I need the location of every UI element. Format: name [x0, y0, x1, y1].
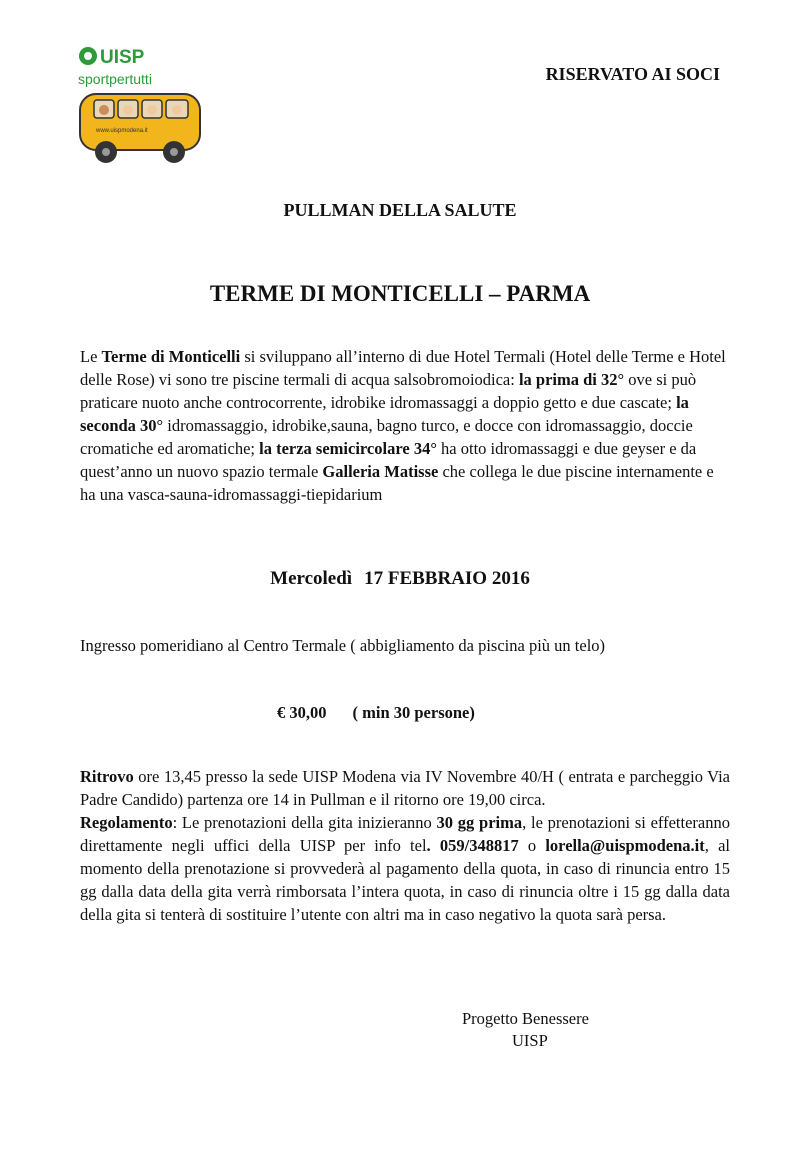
intro-paragraph: Le Terme di Monticelli si sviluppano all’interno di due Hotel Termali (Hotel delle Terme e Hotel delle Rose) vi sono tre piscine termali di acqua salsobromoiodica: la prima di 32° ove si può praticare nuoto anche controcorrente, idrobike idromassaggi a doppio getto e due cascate; la seconda 30° idromassaggio, idrobike,sauna, bagno turco, e docce con idromassaggio, doccie cromatiche ed aromatiche; la terza semicircolare 34° ha otto idromassaggi e due geyser e da quest’anno un nuovo spazio termale Galleria Matisse che collega le due piscine internamente e ha una vasca-sauna-idromassaggi-tiepidarium: [80, 347, 726, 504]
logo-bus-text: www.uispmodena.it: [96, 128, 148, 134]
document-subtitle: PULLMAN DELLA SALUTE: [283, 200, 517, 220]
logo-tagline-text: sportpertutti: [78, 71, 152, 87]
event-weekday: Mercoledì: [270, 568, 353, 589]
reserved-notice: RISERVATO AI SOCI: [545, 64, 720, 84]
price-amount: € 30,00: [277, 703, 327, 722]
event-date: [0, 568, 800, 590]
signature-block: [462, 1008, 612, 1052]
signature-line-2: UISP: [512, 1031, 548, 1050]
logo-brand-text: UISP: [100, 47, 145, 68]
uisp-bus-logo-graphic: [74, 42, 204, 172]
details-paragraph: Ritrovo ore 13,45 presso la sede UISP Modena via IV Novembre 40/H ( entrata e parcheggio Via Padre Candido) partenza ore 14 in Pullman e il ritorno ore 19,00 circa. Regolamento: Le prenotazioni della gita inizieranno 30 gg prima, le prenotazioni si effetteranno direttamente negli uffici della UISP per info tel. 059/348817 o lorella@uispmodena.it, al momento della prenotazione si provvederà al pagamento della quota, in caso di rinuncia entro 15 gg dalla data della gita verrà rimborsata l’intera quota, in caso di rinuncia oltre i 15 gg dalla data della gita si tenterà di sostituire l’utente con altri ma in caso negativo la quota sarà persa.: [80, 767, 730, 924]
uisp-logo: [74, 42, 204, 172]
event-date-value: 17 FEBBRAIO 2016: [364, 568, 530, 589]
price-note: ( min 30 persone): [352, 703, 475, 722]
document-title: TERME DI MONTICELLI – PARMA: [209, 281, 591, 306]
price-line: [277, 703, 475, 723]
signature-line-1: Progetto Benessere: [462, 1009, 589, 1028]
entry-description: Ingresso pomeridiano al Centro Termale ( abbigliamento da piscina più un telo): [80, 636, 606, 655]
